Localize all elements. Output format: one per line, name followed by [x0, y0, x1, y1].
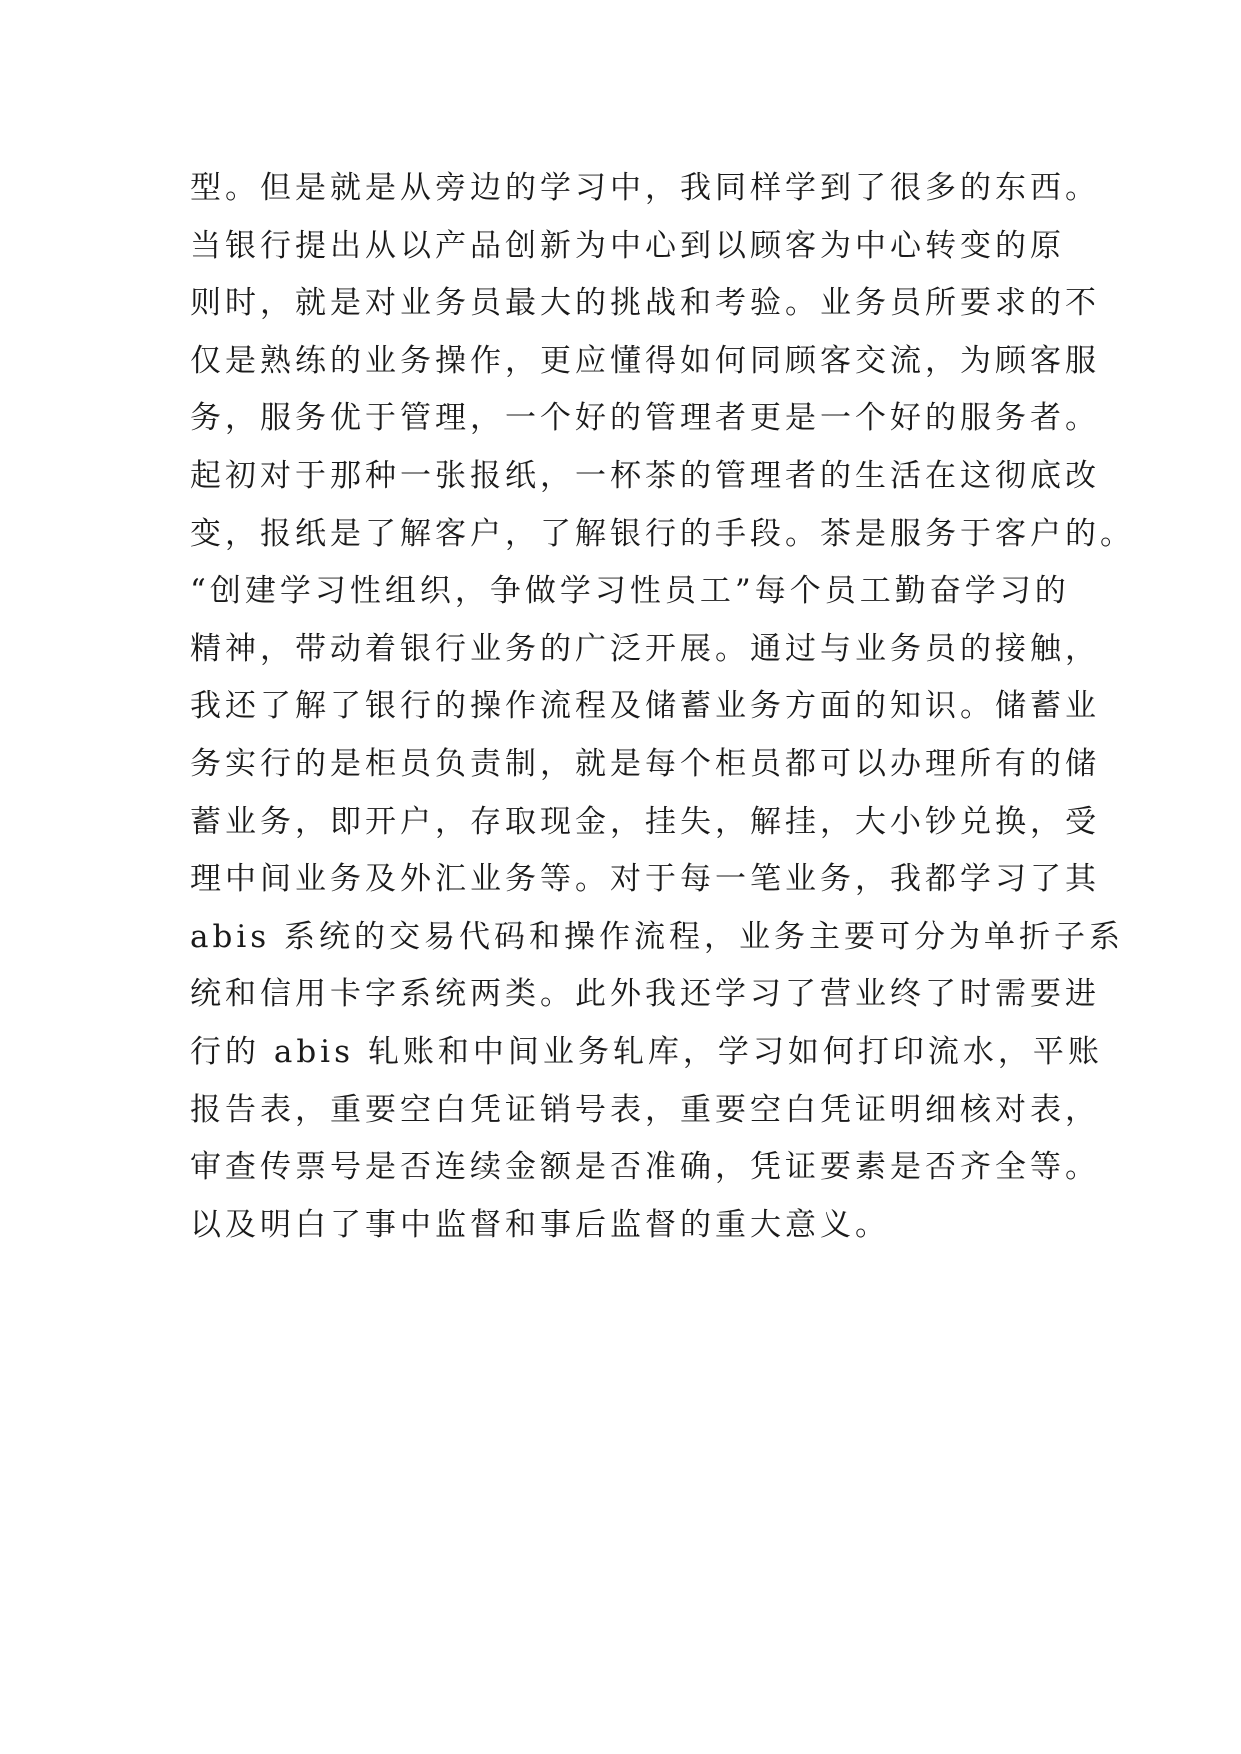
- text-line: abis 系统的交易代码和操作流程，业务主要可分为单折子系: [190, 918, 1125, 955]
- text-line: 务实行的是柜员负责制，就是每个柜员都可以办理所有的储: [190, 745, 1100, 782]
- text-line: 变，报纸是了解客户，了解银行的手段。茶是服务于客户的。: [190, 515, 1135, 552]
- text-line: 当银行提出从以产品创新为中心到以顾客为中心转变的原: [190, 227, 1065, 264]
- text-line: 我还了解了银行的操作流程及储蓄业务方面的知识。储蓄业: [190, 688, 1100, 725]
- body-text: [190, 160, 1135, 1254]
- text-line: 精神，带动着银行业务的广泛开展。通过与业务员的接触，: [190, 630, 1100, 667]
- text-line: 蓄业务，即开户，存取现金，挂失，解挂，大小钞兑换，受: [190, 803, 1100, 840]
- text-line: 仅是熟练的业务操作，更应懂得如何同顾客交流，为顾客服: [190, 342, 1100, 379]
- text-line: 理中间业务及外汇业务等。对于每一笔业务，我都学习了其: [190, 861, 1100, 898]
- text-line: 行的 abis 轧账和中间业务轧库，学习如何打印流水，平账: [190, 1033, 1103, 1070]
- text-line: 以及明白了事中监督和事后监督的重大意义。: [190, 1206, 890, 1243]
- text-line: 审查传票号是否连续金额是否准确，凭证要素是否齐全等。: [190, 1149, 1100, 1186]
- text-line: 型。但是就是从旁边的学习中，我同样学到了很多的东西。: [190, 170, 1100, 206]
- text-line: “创建学习性组织，争做学习性员工”每个员工勤奋学习的: [190, 573, 1070, 610]
- text-line: 则时，就是对业务员最大的挑战和考验。业务员所要求的不: [190, 285, 1100, 322]
- text-line: 起初对于那种一张报纸，一杯茶的管理者的生活在这彻底改: [190, 457, 1100, 494]
- text-line: 报告表，重要空白凭证销号表，重要空白凭证明细核对表，: [190, 1091, 1100, 1128]
- text-line: 务，服务优于管理，一个好的管理者更是一个好的服务者。: [190, 400, 1100, 437]
- text-line: 统和信用卡字系统两类。此外我还学习了营业终了时需要进: [190, 976, 1100, 1013]
